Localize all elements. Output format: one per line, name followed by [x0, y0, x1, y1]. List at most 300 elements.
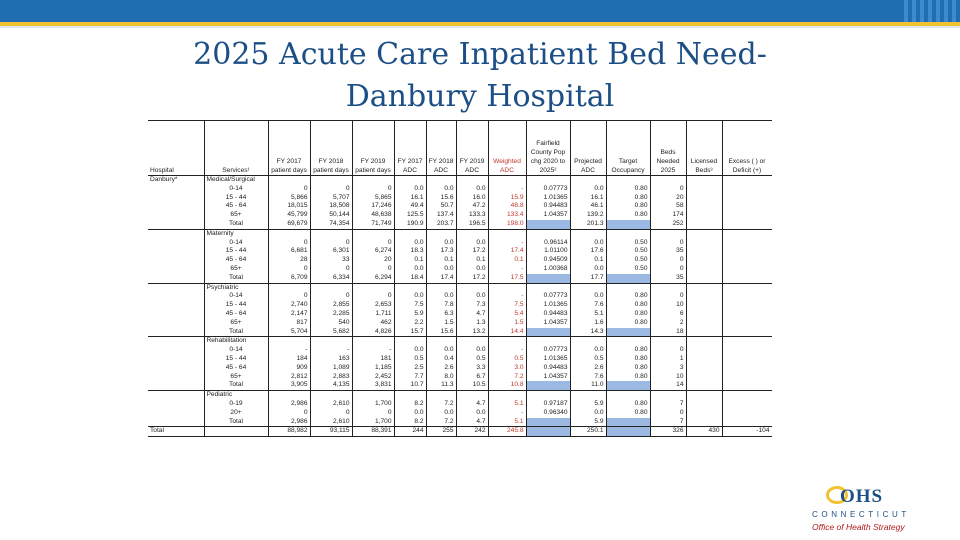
- pop-change-cell: 1.04357: [526, 373, 570, 382]
- age-group-label: Total: [204, 328, 268, 337]
- hospital-cell: [148, 301, 204, 310]
- excess-deficit-cell: [722, 283, 772, 292]
- excess-deficit-cell: [722, 274, 772, 283]
- licensed-beds-cell: [686, 274, 722, 283]
- beds-needed-cell: 35: [650, 247, 686, 256]
- beds-needed-cell: 10: [650, 301, 686, 310]
- age-group-label: 0-19: [204, 400, 268, 409]
- hospital-cell: [148, 211, 204, 220]
- excess-deficit-cell: [722, 229, 772, 238]
- fy2018-adc-cell: 11.3: [426, 381, 456, 390]
- table-row: [148, 409, 772, 418]
- beds-needed-cell: 326: [650, 427, 686, 437]
- weighted-adc-cell: -: [488, 346, 526, 355]
- fy2018-adc-cell: 17.4: [426, 274, 456, 283]
- table-row: [148, 247, 772, 256]
- target-occupancy-cell: [606, 274, 650, 283]
- excess-deficit-cell: [722, 239, 772, 248]
- fy2017-adc-cell: 7.5: [394, 301, 426, 310]
- fy2018-adc-cell: 7.2: [426, 400, 456, 409]
- fy2019-days-cell: 0: [352, 239, 394, 248]
- hospital-cell: [148, 283, 204, 292]
- fy2019-days-cell: 2,653: [352, 301, 394, 310]
- fy2017-adc-cell: 5.9: [394, 310, 426, 319]
- target-occupancy-cell: [606, 328, 650, 337]
- fy2019-adc-cell: [456, 391, 488, 400]
- licensed-beds-cell: [686, 220, 722, 229]
- age-group-label: Total: [204, 418, 268, 427]
- fy2017-days-cell: 28: [268, 256, 310, 265]
- excess-deficit-cell: [722, 220, 772, 229]
- target-occupancy-cell: 0.80: [606, 185, 650, 194]
- fy2019-days-cell: 0: [352, 292, 394, 301]
- fy2019-days-cell: [352, 337, 394, 346]
- fy2019-days-cell: [352, 391, 394, 400]
- fy2018-adc-cell: 137.4: [426, 211, 456, 220]
- pop-change-cell: 0.07773: [526, 346, 570, 355]
- hospital-cell: [148, 381, 204, 390]
- hospital-cell: [148, 274, 204, 283]
- header-excess-deficit: Excess ( ) or Deficit (+): [722, 121, 772, 176]
- logo-office-text: Office of Health Strategy: [812, 522, 905, 532]
- table-row: [148, 185, 772, 194]
- fy2017-adc-cell: 7.7: [394, 373, 426, 382]
- fy2018-adc-cell: 1.5: [426, 319, 456, 328]
- pop-change-cell: 1.01365: [526, 194, 570, 203]
- hospital-cell: [148, 409, 204, 418]
- table-row: [148, 381, 772, 390]
- fy2017-adc-cell: 0.0: [394, 185, 426, 194]
- projected-adc-cell: 17.7: [570, 274, 606, 283]
- fy2018-adc-cell: [426, 391, 456, 400]
- target-occupancy-cell: 0.80: [606, 211, 650, 220]
- target-occupancy-cell: 0.50: [606, 247, 650, 256]
- fy2018-days-cell: 6,301: [310, 247, 352, 256]
- fy2017-adc-cell: 244: [394, 427, 426, 437]
- target-occupancy-cell: 0.80: [606, 400, 650, 409]
- projected-adc-cell: 7.6: [570, 301, 606, 310]
- target-occupancy-cell: [606, 391, 650, 400]
- table-row: [148, 256, 772, 265]
- fy2018-adc-cell: 0.0: [426, 409, 456, 418]
- header-beds-needed: Beds Needed 2025: [650, 121, 686, 176]
- pop-change-cell: 0.07773: [526, 292, 570, 301]
- header-fy2019: FY 2019 patient days: [352, 121, 394, 176]
- title-line-1: 2025 Acute Care Inpatient Bed Need-: [193, 37, 767, 72]
- hospital-cell: [148, 256, 204, 265]
- projected-adc-cell: 250.1: [570, 427, 606, 437]
- weighted-adc-cell: 17.5: [488, 274, 526, 283]
- header-target-occupancy: Target Occupancy: [606, 121, 650, 176]
- fy2017-adc-cell: 190.9: [394, 220, 426, 229]
- age-group-label: Total: [204, 381, 268, 390]
- fy2018-days-cell: [310, 229, 352, 238]
- pop-change-cell: 1.04357: [526, 319, 570, 328]
- target-occupancy-cell: 0.80: [606, 346, 650, 355]
- weighted-adc-cell: 14.4: [488, 328, 526, 337]
- fy2018-adc-cell: [426, 229, 456, 238]
- target-occupancy-cell: 0.80: [606, 373, 650, 382]
- excess-deficit-cell: [722, 265, 772, 274]
- licensed-beds-cell: [686, 346, 722, 355]
- hospital-cell: [148, 337, 204, 346]
- age-group-label: 45 - 64: [204, 202, 268, 211]
- section-row: [148, 176, 772, 185]
- pop-change-cell: [526, 274, 570, 283]
- hospital-cell: [148, 355, 204, 364]
- fy2018-days-cell: 2,883: [310, 373, 352, 382]
- pop-change-cell: [526, 391, 570, 400]
- bed-need-table-wrap: [148, 120, 772, 530]
- fy2018-adc-cell: 0.1: [426, 256, 456, 265]
- fy2017-days-cell: 0: [268, 265, 310, 274]
- table-row: [148, 346, 772, 355]
- fy2019-adc-cell: 7.3: [456, 301, 488, 310]
- table-row: [148, 220, 772, 229]
- fy2017-adc-cell: 2.2: [394, 319, 426, 328]
- fy2019-days-cell: [352, 229, 394, 238]
- section-row: [148, 337, 772, 346]
- fy2017-adc-cell: 0.0: [394, 239, 426, 248]
- table-row: [148, 310, 772, 319]
- hospital-cell: [148, 185, 204, 194]
- fy2018-days-cell: 33: [310, 256, 352, 265]
- excess-deficit-cell: -104: [722, 427, 772, 437]
- fy2018-days-cell: 2,855: [310, 301, 352, 310]
- projected-adc-cell: 0.0: [570, 239, 606, 248]
- weighted-adc-cell: 198.0: [488, 220, 526, 229]
- table-body: [148, 176, 772, 437]
- weighted-adc-cell: [488, 283, 526, 292]
- projected-adc-cell: 46.1: [570, 202, 606, 211]
- fy2017-adc-cell: 2.5: [394, 364, 426, 373]
- age-group-label: 65+: [204, 319, 268, 328]
- weighted-adc-cell: 17.4: [488, 247, 526, 256]
- excess-deficit-cell: [722, 337, 772, 346]
- target-occupancy-cell: 0.50: [606, 256, 650, 265]
- fy2019-days-cell: 6,274: [352, 247, 394, 256]
- fy2017-adc-cell: 0.0: [394, 409, 426, 418]
- beds-needed-cell: 35: [650, 274, 686, 283]
- fy2018-days-cell: 2,610: [310, 418, 352, 427]
- fy2019-days-cell: 0: [352, 265, 394, 274]
- beds-needed-cell: 1: [650, 355, 686, 364]
- fy2018-adc-cell: 0.0: [426, 292, 456, 301]
- weighted-adc-cell: 1.5: [488, 319, 526, 328]
- fy2018-days-cell: 1,089: [310, 364, 352, 373]
- fy2018-adc-cell: 15.6: [426, 328, 456, 337]
- fy2018-adc-cell: 17.3: [426, 247, 456, 256]
- licensed-beds-cell: [686, 256, 722, 265]
- licensed-beds-cell: [686, 185, 722, 194]
- fy2019-days-cell: 3,831: [352, 381, 394, 390]
- services-cell: [204, 427, 268, 437]
- table-row: [148, 319, 772, 328]
- fy2019-days-cell: 88,391: [352, 427, 394, 437]
- fy2019-days-cell: 71,749: [352, 220, 394, 229]
- beds-needed-cell: 0: [650, 265, 686, 274]
- target-occupancy-cell: [606, 176, 650, 185]
- fy2019-days-cell: 462: [352, 319, 394, 328]
- fy2017-days-cell: 2,812: [268, 373, 310, 382]
- fy2017-adc-cell: 49.4: [394, 202, 426, 211]
- target-occupancy-cell: 0.80: [606, 409, 650, 418]
- fy2017-days-cell: 817: [268, 319, 310, 328]
- licensed-beds-cell: [686, 337, 722, 346]
- excess-deficit-cell: [722, 185, 772, 194]
- excess-deficit-cell: [722, 301, 772, 310]
- fy2018-days-cell: -: [310, 346, 352, 355]
- header-fy2019-adc: FY 2019 ADC: [456, 121, 488, 176]
- fy2018-adc-cell: [426, 337, 456, 346]
- ohs-logo: [812, 486, 922, 532]
- fy2018-days-cell: 74,354: [310, 220, 352, 229]
- excess-deficit-cell: [722, 381, 772, 390]
- fy2019-adc-cell: 6.7: [456, 373, 488, 382]
- pop-change-cell: 1.01100: [526, 247, 570, 256]
- table-row: [148, 194, 772, 203]
- target-occupancy-cell: 0.80: [606, 202, 650, 211]
- weighted-adc-cell: -: [488, 265, 526, 274]
- beds-needed-cell: [650, 391, 686, 400]
- weighted-adc-cell: [488, 176, 526, 185]
- weighted-adc-cell: 3.0: [488, 364, 526, 373]
- licensed-beds-cell: [686, 283, 722, 292]
- hospital-cell: [148, 364, 204, 373]
- beds-needed-cell: 0: [650, 346, 686, 355]
- fy2017-days-cell: [268, 283, 310, 292]
- pop-change-cell: [526, 427, 570, 437]
- table-row: [148, 274, 772, 283]
- weighted-adc-cell: 7.5: [488, 301, 526, 310]
- fy2018-days-cell: [310, 283, 352, 292]
- projected-adc-cell: 0.5: [570, 355, 606, 364]
- grand-total-row: [148, 427, 772, 437]
- fy2017-days-cell: [268, 176, 310, 185]
- fy2019-days-cell: 2,452: [352, 373, 394, 382]
- fy2017-adc-cell: 0.5: [394, 355, 426, 364]
- fy2019-days-cell: 17,246: [352, 202, 394, 211]
- section-label: Rehabilitation: [204, 337, 268, 346]
- licensed-beds-cell: [686, 400, 722, 409]
- grey-stripe: [0, 26, 960, 28]
- beds-needed-cell: 10: [650, 373, 686, 382]
- fy2018-adc-cell: 7.2: [426, 418, 456, 427]
- fy2019-days-cell: 1,700: [352, 418, 394, 427]
- projected-adc-cell: 1.6: [570, 319, 606, 328]
- excess-deficit-cell: [722, 211, 772, 220]
- fy2018-days-cell: 2,610: [310, 400, 352, 409]
- hospital-cell: [148, 229, 204, 238]
- beds-needed-cell: 18: [650, 328, 686, 337]
- licensed-beds-cell: [686, 176, 722, 185]
- fy2017-adc-cell: [394, 176, 426, 185]
- excess-deficit-cell: [722, 346, 772, 355]
- licensed-beds-cell: [686, 292, 722, 301]
- fy2018-days-cell: 2,285: [310, 310, 352, 319]
- age-group-label: 65+: [204, 211, 268, 220]
- projected-adc-cell: 7.6: [570, 373, 606, 382]
- beds-needed-cell: 174: [650, 211, 686, 220]
- age-group-label: Total: [204, 274, 268, 283]
- target-occupancy-cell: [606, 283, 650, 292]
- fy2017-days-cell: 18,015: [268, 202, 310, 211]
- beds-needed-cell: 58: [650, 202, 686, 211]
- weighted-adc-cell: -: [488, 239, 526, 248]
- weighted-adc-cell: 10.8: [488, 381, 526, 390]
- header-pop-change: Fairfield County Pop chg 2020 to 2025²: [526, 121, 570, 176]
- fy2018-days-cell: 0: [310, 292, 352, 301]
- excess-deficit-cell: [722, 328, 772, 337]
- weighted-adc-cell: [488, 337, 526, 346]
- fy2017-days-cell: 3,905: [268, 381, 310, 390]
- fy2018-adc-cell: 8.0: [426, 373, 456, 382]
- table-row: [148, 239, 772, 248]
- fy2017-days-cell: 909: [268, 364, 310, 373]
- licensed-beds-cell: [686, 310, 722, 319]
- fy2019-adc-cell: [456, 337, 488, 346]
- beds-needed-cell: [650, 229, 686, 238]
- weighted-adc-cell: [488, 229, 526, 238]
- fy2017-days-cell: 2,740: [268, 301, 310, 310]
- fy2017-days-cell: 0: [268, 185, 310, 194]
- header-services: Services¹: [204, 121, 268, 176]
- beds-needed-cell: 20: [650, 194, 686, 203]
- fy2018-adc-cell: 50.7: [426, 202, 456, 211]
- licensed-beds-cell: [686, 373, 722, 382]
- age-group-label: 45 - 64: [204, 310, 268, 319]
- excess-deficit-cell: [722, 355, 772, 364]
- weighted-adc-cell: 15.9: [488, 194, 526, 203]
- hospital-cell: [148, 319, 204, 328]
- fy2019-adc-cell: 1.3: [456, 319, 488, 328]
- fy2017-adc-cell: 18.4: [394, 274, 426, 283]
- table-row: [148, 418, 772, 427]
- fy2019-adc-cell: 0.5: [456, 355, 488, 364]
- section-label: Maternity: [204, 229, 268, 238]
- hospital-cell: [148, 346, 204, 355]
- table-row: [148, 265, 772, 274]
- fy2019-adc-cell: 0.0: [456, 239, 488, 248]
- fy2017-days-cell: 6,709: [268, 274, 310, 283]
- fy2018-days-cell: 50,144: [310, 211, 352, 220]
- fy2019-adc-cell: 242: [456, 427, 488, 437]
- fy2019-adc-cell: 17.2: [456, 247, 488, 256]
- hospital-cell: [148, 418, 204, 427]
- header-fy2018-adc: FY 2018 ADC: [426, 121, 456, 176]
- weighted-adc-cell: -: [488, 185, 526, 194]
- hospital-cell: [148, 194, 204, 203]
- fy2017-days-cell: 2,986: [268, 418, 310, 427]
- fy2017-days-cell: 88,982: [268, 427, 310, 437]
- pop-change-cell: 0.07773: [526, 185, 570, 194]
- excess-deficit-cell: [722, 400, 772, 409]
- fy2019-days-cell: 1,185: [352, 364, 394, 373]
- table-row: [148, 364, 772, 373]
- fy2018-adc-cell: 0.0: [426, 239, 456, 248]
- logo-connecticut-text: CONNECTICUT: [812, 510, 910, 519]
- table-row: [148, 328, 772, 337]
- pop-change-cell: 1.01365: [526, 355, 570, 364]
- target-occupancy-cell: [606, 220, 650, 229]
- slide-title: [150, 34, 810, 118]
- fy2019-adc-cell: 4.7: [456, 418, 488, 427]
- beds-needed-cell: 0: [650, 409, 686, 418]
- licensed-beds-cell: [686, 328, 722, 337]
- hospital-cell: [148, 220, 204, 229]
- fy2017-adc-cell: 15.7: [394, 328, 426, 337]
- fy2017-days-cell: 5,704: [268, 328, 310, 337]
- hospital-cell: [148, 400, 204, 409]
- hospital-cell: [148, 310, 204, 319]
- age-group-label: 45 - 64: [204, 256, 268, 265]
- projected-adc-cell: 11.0: [570, 381, 606, 390]
- section-row: [148, 391, 772, 400]
- licensed-beds-cell: [686, 391, 722, 400]
- pop-change-cell: 0.94483: [526, 310, 570, 319]
- fy2018-adc-cell: 7.8: [426, 301, 456, 310]
- fy2018-adc-cell: 6.3: [426, 310, 456, 319]
- fy2017-days-cell: 0: [268, 292, 310, 301]
- fy2018-days-cell: 0: [310, 185, 352, 194]
- fy2017-adc-cell: 18.3: [394, 247, 426, 256]
- weighted-adc-cell: 5.1: [488, 418, 526, 427]
- fy2019-adc-cell: [456, 229, 488, 238]
- fy2019-days-cell: 0: [352, 409, 394, 418]
- excess-deficit-cell: [722, 373, 772, 382]
- beds-needed-cell: 2: [650, 319, 686, 328]
- section-row: [148, 283, 772, 292]
- excess-deficit-cell: [722, 247, 772, 256]
- fy2018-adc-cell: [426, 283, 456, 292]
- age-group-label: 0-14: [204, 239, 268, 248]
- header-row: [148, 121, 772, 176]
- fy2018-adc-cell: 0.0: [426, 265, 456, 274]
- fy2017-days-cell: [268, 391, 310, 400]
- table-row: [148, 202, 772, 211]
- projected-adc-cell: 0.0: [570, 185, 606, 194]
- age-group-label: 0-14: [204, 185, 268, 194]
- excess-deficit-cell: [722, 194, 772, 203]
- fy2017-days-cell: 184: [268, 355, 310, 364]
- licensed-beds-cell: [686, 202, 722, 211]
- fy2019-days-cell: -: [352, 346, 394, 355]
- table-row: [148, 355, 772, 364]
- fy2019-days-cell: 1,711: [352, 310, 394, 319]
- weighted-adc-cell: -: [488, 409, 526, 418]
- beds-needed-cell: 6: [650, 310, 686, 319]
- target-occupancy-cell: 0.80: [606, 355, 650, 364]
- pop-change-cell: [526, 381, 570, 390]
- fy2018-adc-cell: 203.7: [426, 220, 456, 229]
- fy2019-adc-cell: 10.5: [456, 381, 488, 390]
- target-occupancy-cell: [606, 418, 650, 427]
- fy2017-days-cell: 69,679: [268, 220, 310, 229]
- fy2018-days-cell: 163: [310, 355, 352, 364]
- pop-change-cell: [526, 328, 570, 337]
- logo-ohs-text: OHS: [840, 486, 884, 507]
- hospital-cell: [148, 202, 204, 211]
- fy2018-adc-cell: 255: [426, 427, 456, 437]
- fy2019-adc-cell: [456, 176, 488, 185]
- age-group-label: 65+: [204, 373, 268, 382]
- weighted-adc-cell: 0.1: [488, 256, 526, 265]
- fy2019-adc-cell: [456, 283, 488, 292]
- fy2017-adc-cell: 16.1: [394, 194, 426, 203]
- age-group-label: 15 - 44: [204, 247, 268, 256]
- weighted-adc-cell: 7.2: [488, 373, 526, 382]
- fy2019-days-cell: 48,638: [352, 211, 394, 220]
